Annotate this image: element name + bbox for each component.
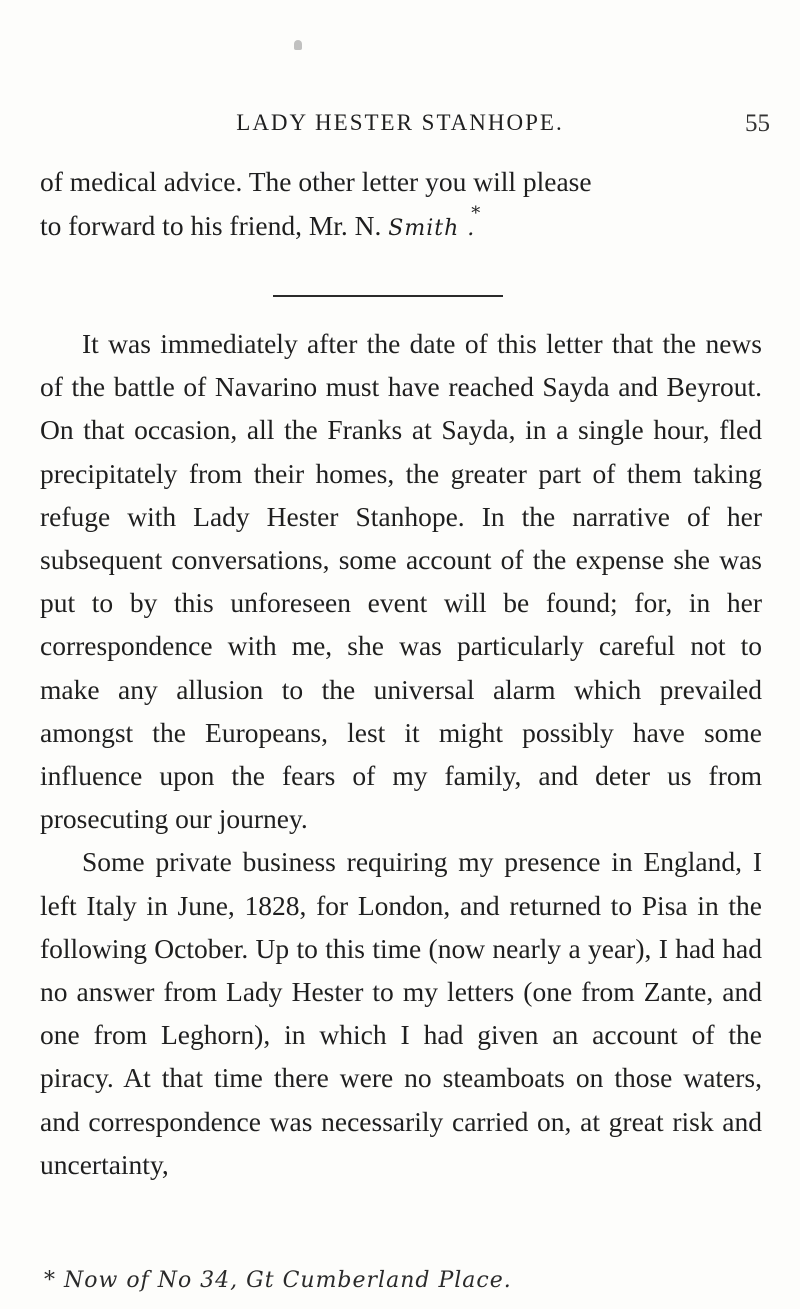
running-title: LADY HESTER STANHOPE.: [236, 110, 564, 135]
lead-text: [40, 160, 762, 250]
paragraph-2: Some private business requiring my presence in England, I left Italy in June, 1828, for London, and returned to Pisa in the following October. Up to this time (now nearly a year), I had had no answer from Lady Hester to my letters (one from Zante, and one from Leghorn), in which I had given an account of the piracy. At that time there were no steamboats on those waters, and correspondence was necessarily carried on, at great risk and uncertainty,: [40, 846, 762, 1180]
lead-line-1: of medical advice. The other letter you will please: [40, 166, 592, 197]
handwritten-footnote: * Now of No 34, Gt Cumberland Place.: [44, 1268, 512, 1293]
handwritten-name-text: Smith .: [388, 215, 476, 241]
lead-line-2-text: to forward to his friend, Mr. N.: [40, 209, 389, 241]
paragraph-1: It was immediately after the date of this letter that the news of the battle of Navarino must have reached Sayda and Beyrout. On that occasion, all the Franks at Sayda, in a single hour, fled precipitately from their homes, the greater part of them taking refuge with Lady Hester Stanhope. In the narrative of her subsequent conversations, some account of the expense she was put to by this unforeseen event will be found; for, in her correspondence with me, she was particularly careful not to make any allusion to the universal alarm which prevailed amongst the Europeans, lest it might possibly have some influence upon the fears of my family, and deter us from prosecuting our journey.: [40, 328, 762, 835]
page-header: [0, 110, 800, 150]
ink-blot: [294, 40, 302, 50]
page-number: 55: [745, 110, 770, 137]
lead-line-2: [40, 204, 762, 251]
handwritten-name: [388, 202, 482, 241]
handwritten-star: *: [471, 202, 482, 224]
main-text: [40, 322, 762, 1186]
section-divider: [273, 295, 503, 297]
